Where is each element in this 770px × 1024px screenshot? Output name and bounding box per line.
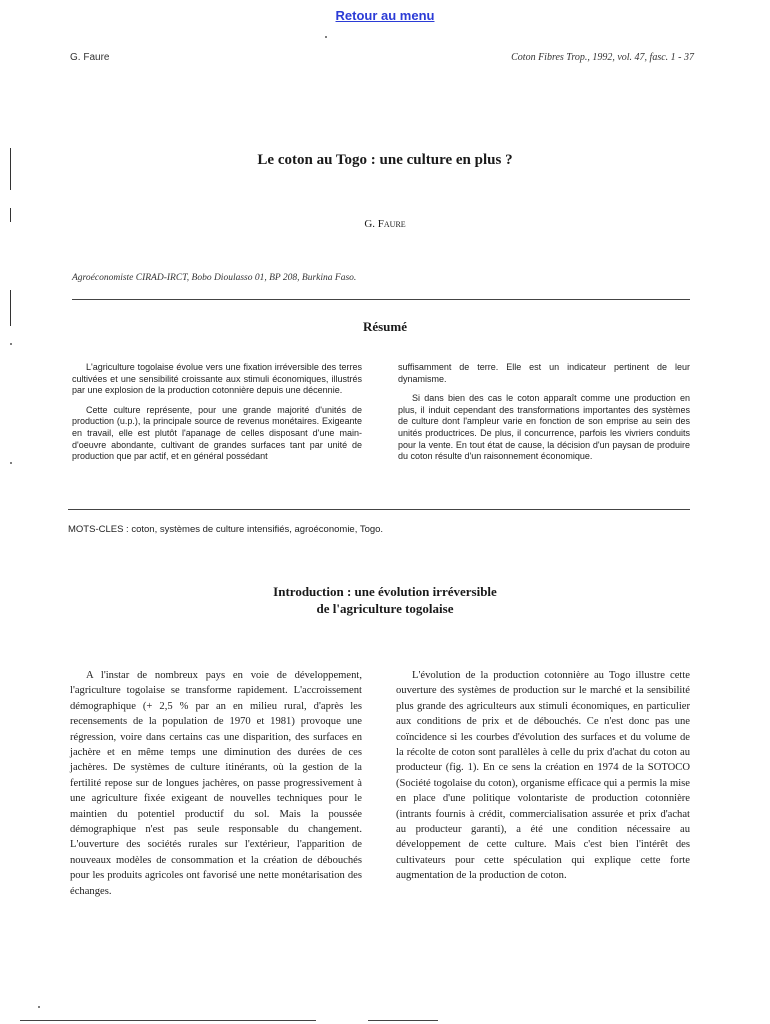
back-to-menu-link[interactable]: Retour au menu [335, 8, 435, 23]
divider [68, 509, 690, 510]
body-paragraph: A l'instar de nombreux pays en voie de développement, l'agriculture togolaise se transforme rapidement. L'accroissement démographique (+ 2,5 % par an en milieu rural, d'après les recensements de la population de 1970 et 1981) provoque une régression, voire dans certains cas une disparition, des surfaces en jachère et en même temps une diminution des durées de ces jachères. De systèmes de culture itinérants, où la gestion de la fertilité repose sur de longues jachères, on passe progressivement à une agriculture fixée exigeant de nouvelles techniques pour le maintien du potentiel productif du sol. Mais la poussée démographique n'est pas seule responsable du changement. L'ouverture des sociétés rurales sur l'extérieur, l'apparition de nouveaux modèles de consommation et la création de débouchés pour les produits agricoles ont favorisé une nette monétarisation des échanges. [70, 670, 362, 897]
article-author: G. Faure [364, 218, 406, 230]
abstract-paragraph: suffisamment de terre. Elle est un indicateur pertinent de leur dynamisme. [398, 362, 690, 384]
introduction-heading [0, 583, 770, 617]
abstract-paragraph: L'agriculture togolaise évolue vers une fixation irréversible des terres cultivées et une sensibilité croissante aux stimuli économiques, illustrés par une explosion de la production cotonnière depuis une décennie. [72, 362, 362, 396]
body-paragraph: L'évolution de la production cotonnière au Togo illustre cette ouverture des systèmes de production sur le marché et la sensibilité plus grande des agriculteurs aux stimuli économiques, en particulier aux conditions de prix et de débouchés. Ce n'est donc pas une coïncidence si les courbes d'évolution des surfaces et du volume de la récolte de coton sont parallèles à celle du prix d'achat du coton au producteur (fig. 1). En ce sens la création en 1974 de la SOTOCO (Société togolaise du coton), organisme efficace qui a permis la mise en place d'une politique volontariste de production cotonnière (intrants fournis à crédit, commercialisation assurée et prix d'achat au producteur garanti), a été une condition nécessaire au développement de cette culture. Mais c'est bien l'intérêt des cultivateurs pour cette spéculation qui explique cette forte augmentation de la production de coton. [396, 670, 690, 882]
abstract-right-column [398, 362, 690, 471]
scan-speck [38, 1006, 40, 1008]
abstract-paragraph: Cette culture représente, pour une grande majorité d'unités de production (u.p.), la principale source de revenus monétaires. Exigeante en travail, elle est plutôt l'apanage de celles disposant d'une main-d'oeuvre abondante, cultivant de grandes surfaces tant par unité de production que par actif, et en général possédant [72, 404, 362, 462]
introduction-right-column [396, 668, 690, 884]
abstract-heading: Résumé [362, 319, 408, 334]
abstract-left-column [72, 362, 362, 471]
abstract-paragraph: Si dans bien des cas le coton apparaît comme une production en plus, il induit cependant des transformations importantes des systèmes de culture dont l'ampleur varie en fonction de son emprise au sein des unités productrices. De plus, il concurrence, parfois les vivriers conduits pour la vente. En tout état de cause, la décision d'un paysan de produire du coton résulte d'un raisonnement économique. [398, 393, 690, 462]
author-affiliation: Agroéconomiste CIRAD-IRCT, Bobo Dioulasso 01, BP 208, Burkina Faso. [72, 273, 357, 283]
scan-speck [325, 36, 327, 38]
scan-speck [10, 462, 12, 464]
divider [72, 299, 690, 300]
introduction-heading-line2: de l'agriculture togolaise [316, 601, 454, 616]
introduction-heading-line1: Introduction : une évolution irréversible [273, 584, 497, 599]
keywords: MOTS-CLES : coton, systèmes de culture intensifiés, agroéconomie, Togo. [68, 524, 384, 535]
article-title: Le coton au Togo : une culture en plus ? [257, 152, 513, 168]
page-bottom-line [368, 1020, 438, 1021]
scan-speck [10, 343, 12, 345]
page-bottom-line [20, 1020, 316, 1021]
running-head-journal: Coton Fibres Trop., 1992, vol. 47, fasc. 1 - 37 [511, 52, 694, 63]
running-head-author: G. Faure [70, 52, 110, 63]
introduction-left-column [70, 668, 362, 899]
